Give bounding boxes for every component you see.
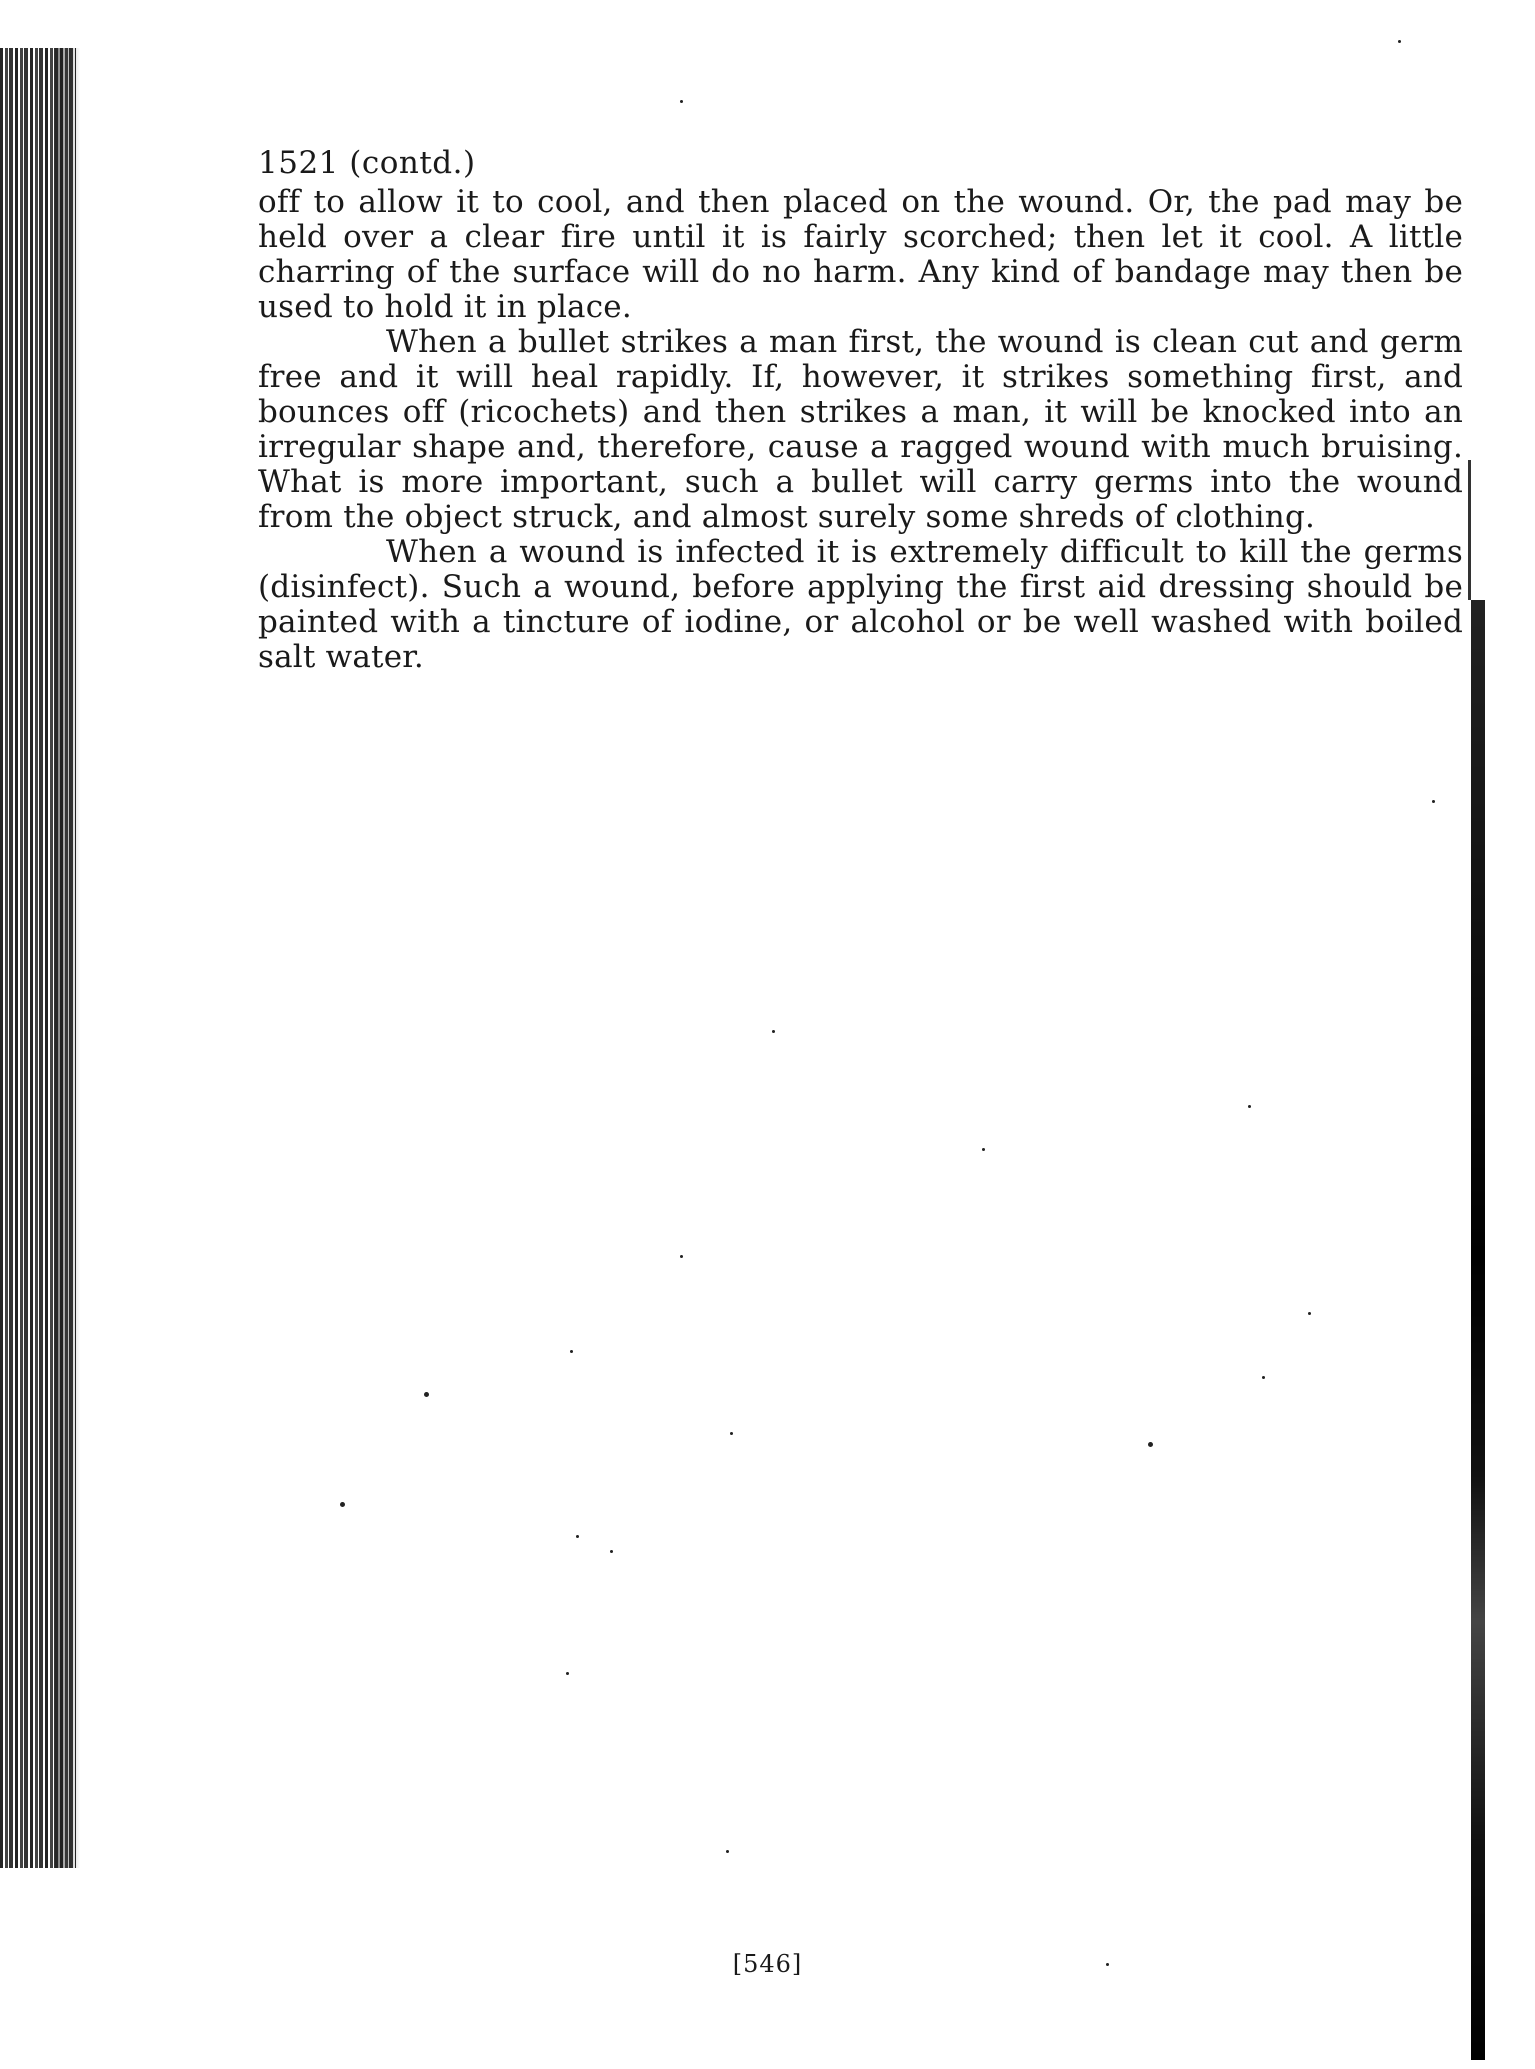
scan-speck — [680, 1255, 683, 1258]
scan-speck — [566, 1672, 569, 1675]
paragraph-infected-wound: When a wound is infected it is extremely difficult to kill the germs (disinfect). Such a wound, before applying the first aid dressing should be painted with a tincture of iodine, or alcohol or be well washed with boiled salt water. — [258, 534, 1463, 675]
scan-speck — [1398, 40, 1401, 43]
scan-speck — [1148, 1442, 1153, 1447]
paragraph-bullet-wound: When a bullet strikes a man first, the wound is clean cut and germ free and it will heal rapidly. If, however, it strikes something first, and bounces off (ricochets) and then strikes a man, it will be knocked into an irregular shape and, therefore, cause a ragged wound with much bruising. What is more important, such a bullet will carry germs into the wound from the object struck, and almost surely some shreds of clothing. — [258, 324, 1463, 535]
scan-edge-left-shadow — [55, 48, 80, 1868]
scan-speck — [1262, 1376, 1265, 1379]
scan-speck — [570, 1350, 573, 1353]
page-body — [258, 145, 1463, 675]
scan-speck — [1432, 800, 1435, 803]
scan-speck — [1248, 1105, 1251, 1108]
scan-edge-right-line — [1468, 460, 1471, 600]
scan-speck — [610, 1550, 613, 1553]
scan-speck — [1308, 1312, 1311, 1315]
scan-speck — [772, 1030, 775, 1033]
scan-speck — [576, 1535, 579, 1538]
scan-speck — [982, 1148, 985, 1151]
page-number: [546] — [732, 1950, 803, 1978]
paragraph-continuation: off to allow it to cool, and then placed on the wound. Or, the pad may be held over a clear fire until it is fairly scorched; then let it cool. A little charring of the surface will do no harm. Any kind of bandage may then be used to hold it in place. — [258, 184, 1463, 325]
section-heading: 1521 (contd.) — [258, 145, 476, 181]
scan-speck — [726, 1850, 729, 1853]
scan-speck — [730, 1432, 733, 1435]
scan-speck — [340, 1502, 345, 1507]
scan-speck — [680, 100, 683, 103]
scan-speck — [424, 1392, 429, 1397]
scan-edge-right — [1471, 600, 1485, 2060]
